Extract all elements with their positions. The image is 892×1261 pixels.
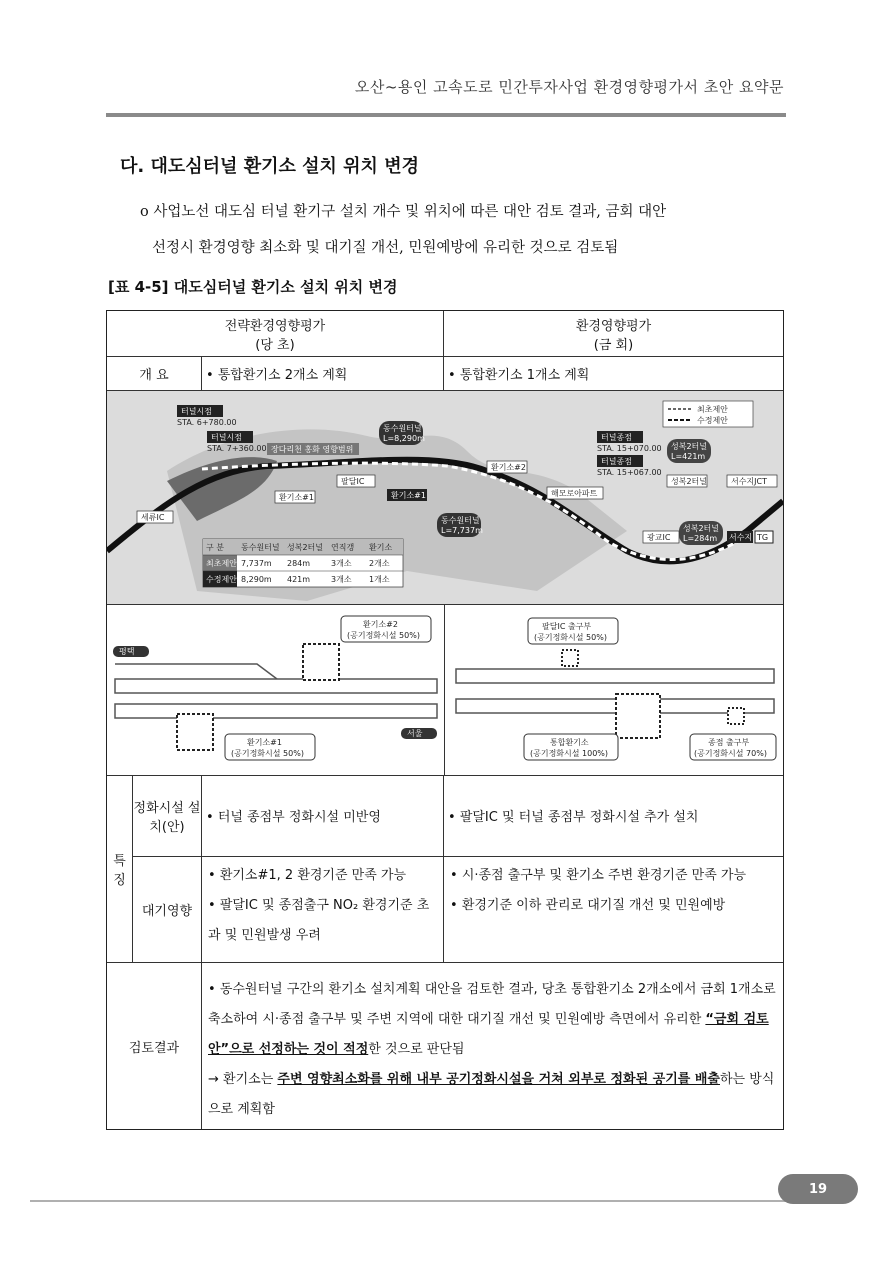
table-caption: [표 4-5] 대도심터널 환기소 설치 위치 변경 [108, 278, 398, 296]
map-tbl-r1-1: 8,290m [241, 575, 272, 584]
dongsuwon-length-initial: L=7,737m [441, 526, 483, 535]
page-number: 19 [778, 1174, 858, 1204]
purify-col1-text: • 터널 종점부 정화시설 미반영 [206, 806, 381, 825]
review-text-3: 하는 방식으로 계획함 [208, 1072, 775, 1117]
col2-subtitle: (금 회) [593, 337, 634, 353]
legend-revised: 수정제안 [697, 416, 728, 425]
paragraph-line-1: ο 사업노선 대도심 터널 환기구 설치 개수 및 위치에 따른 대안 검토 결과, 금회 대안 [140, 204, 667, 220]
map-tbl-head-0: 구 분 [206, 543, 224, 552]
legend-initial: 최초제안 [697, 405, 728, 414]
dir-left-label: 평택 [119, 647, 135, 656]
air-col2 [444, 857, 783, 963]
purify-label: 정화시설 설치(안) [133, 775, 202, 857]
tg-label: TG [757, 533, 769, 542]
seongbok-length-1: L=421m [671, 452, 706, 461]
haemoro-apt-label: 해모로아파트 [551, 489, 598, 498]
review-content [202, 963, 783, 1129]
air-col2-a: • 시·종점 출구부 및 환기소 주변 환경기준 만족 가능 [450, 861, 777, 891]
section-paragraph [140, 194, 790, 266]
seongbok-label-3: 성복2터널 [671, 477, 708, 486]
review-bold-1: “금회 검토안”으로 선정하는 것이 적정 [208, 1012, 769, 1057]
feature-label: 특징 [107, 775, 133, 963]
vent1-box [177, 714, 213, 750]
seryu-ic-label: 세류IC [141, 513, 165, 522]
col1-subtitle: (당 초) [255, 337, 295, 353]
right-end-exit-sub: (공기정화시설 70%) [694, 749, 767, 758]
map-tbl-r0-4: 2개소 [369, 559, 390, 568]
overview-col2-text: • 통합환기소 1개소 계획 [448, 368, 589, 383]
review-arrow-paragraph [208, 1065, 777, 1125]
right-main-vent-label: 통합환기소 [550, 738, 589, 747]
review-arrow: → 환기소는 [208, 1072, 278, 1087]
comparison-table [106, 310, 784, 1130]
purify-col1 [202, 775, 444, 857]
map-tbl-head-3: 연직갱 [331, 543, 355, 552]
map-tbl-r0-3: 3개소 [331, 559, 352, 568]
header-rule [106, 113, 786, 117]
review-label: 검토결과 [107, 963, 202, 1129]
map-tbl-head-4: 환기소 [369, 543, 393, 552]
paldal-ic-label: 팔달IC [341, 477, 365, 486]
purify-col2-text: • 팔달IC 및 터널 종점부 정화시설 추가 설치 [448, 806, 698, 825]
left-vent1-sub: (공기정화시설 50%) [231, 749, 304, 758]
vent1-revised-label: 환기소#1 [391, 491, 426, 500]
dir-right-label: 서울 [407, 729, 423, 738]
map-summary-table [203, 539, 403, 587]
left-vent1-label: 환기소#1 [247, 738, 282, 747]
col1-header [107, 311, 444, 357]
map-tbl-r1-0: 수정제안 [206, 575, 237, 584]
right-paldal-exit-label: 팔달IC 출구부 [542, 622, 592, 631]
air-col1-b: • 팔달IC 및 종점출구 NO₂ 환경기준 초과 및 민원발생 우려 [208, 891, 437, 951]
seongbok-label-2: 성복2터널 [683, 524, 720, 533]
right-end-exit-label: 종점 출구부 [708, 738, 750, 747]
right-main-vent-sub: (공기정화시설 100%) [530, 749, 609, 758]
dongsuwon-label-initial: 동수원터널 [441, 516, 480, 525]
review-text-2: 한 것으로 판단됨 [368, 1042, 465, 1057]
map-tbl-head-1: 동수원터널 [241, 543, 280, 552]
tunnel-start-label: 터널시점 [181, 407, 212, 416]
seongbok-length-2: L=284m [683, 534, 718, 543]
overview-label: 개 요 [107, 357, 202, 391]
map-tbl-r0-1: 7,737m [241, 559, 272, 568]
vent2-label: 환기소#2 [491, 463, 526, 472]
diagram-revised [444, 604, 783, 776]
map-tbl-r0-2: 284m [287, 559, 311, 568]
map-tbl-head-2: 성복2터널 [287, 543, 324, 552]
paldal-exit-box [562, 650, 578, 666]
jangdari-label: 장다리천 홍화 영향범위 [271, 445, 354, 454]
overview-col2 [444, 357, 783, 391]
tunnel-start-label-2: 터널시점 [211, 433, 242, 442]
map-tbl-r1-3: 3개소 [331, 575, 352, 584]
route-map [107, 391, 783, 605]
dongsuwon-label: 동수원터널 [383, 424, 422, 433]
purify-col2 [444, 775, 783, 857]
right-paldal-exit-sub: (공기정화시설 50%) [534, 633, 607, 642]
paragraph-line-2: 선정시 환경영향 최소화 및 대기질 개선, 민원예방에 유리한 것으로 검토됨 [152, 240, 619, 256]
main-vent-box [616, 694, 660, 738]
overview-col1-text: • 통합환기소 2개소 계획 [206, 368, 347, 383]
review-text-1: 동수원터널 구간의 환기소 설치계획 대안을 검토한 결과, 당초 통합환기소 2개소에서 금회 1개소로 축소하여 시·종점 출구부 및 주변 지역에 대한 대기질 개선 및 민원예방 측면에서 유리한 [208, 982, 776, 1027]
route-map-svg [107, 391, 783, 604]
col2-title: 환경영향평가 [575, 318, 652, 334]
col2-header [444, 311, 783, 357]
air-label: 대기영향 [133, 857, 202, 963]
map-tbl-r1-2: 421m [287, 575, 311, 584]
footer-rule [30, 1200, 832, 1202]
end-exit-box [728, 708, 744, 724]
west-suji-tg-label: 서수지 [729, 533, 753, 542]
air-col2-b: • 환경기준 이하 관리로 대기질 개선 및 민원예방 [450, 891, 777, 921]
overview-col1 [202, 357, 444, 391]
diagram-initial [107, 604, 445, 776]
map-tbl-r0-0: 최초제안 [206, 559, 237, 568]
map-tbl-r1-4: 1개소 [369, 575, 390, 584]
tunnel-end-sta1: STA. 15+070.00 [597, 444, 662, 453]
air-col1-a: • 환기소#1, 2 환경기준 만족 가능 [208, 861, 437, 891]
left-vent2-sub: (공기정화시설 50%) [347, 631, 420, 640]
tunnel-end-sta2: STA. 15+067.00 [597, 468, 662, 477]
document-header: 오산~용인 고속도로 민간투자사업 환경영향평가서 초안 요약문 [354, 78, 784, 96]
seongbok-label: 성복2터널 [671, 442, 708, 451]
review-bold-2: 주변 영향최소화를 위해 내부 공기정화시설을 거쳐 외부로 정화된 공기를 배출 [277, 1072, 720, 1087]
vent2-box [303, 644, 339, 680]
col1-title: 전략환경영향평가 [224, 318, 326, 334]
left-vent2-label: 환기소#2 [363, 620, 398, 629]
vent1-initial-label: 환기소#1 [279, 493, 314, 502]
tunnel-end-label-2: 터널종점 [601, 457, 632, 466]
section-title: 다. 대도심터널 환기소 설치 위치 변경 [120, 156, 419, 177]
west-suji-jct-label: 서수지JCT [731, 477, 768, 486]
air-col1 [202, 857, 444, 963]
review-paragraph [208, 975, 777, 1065]
tunnel-end-label: 터널종점 [601, 433, 632, 442]
gwanggyo-ic-label: 광교IC [647, 533, 671, 542]
tunnel-start-sta1: STA. 6+780.00 [177, 418, 237, 427]
tunnel-start-sta2: STA. 7+360.00 [207, 444, 267, 453]
dongsuwon-length: L=8,290m [383, 434, 425, 443]
